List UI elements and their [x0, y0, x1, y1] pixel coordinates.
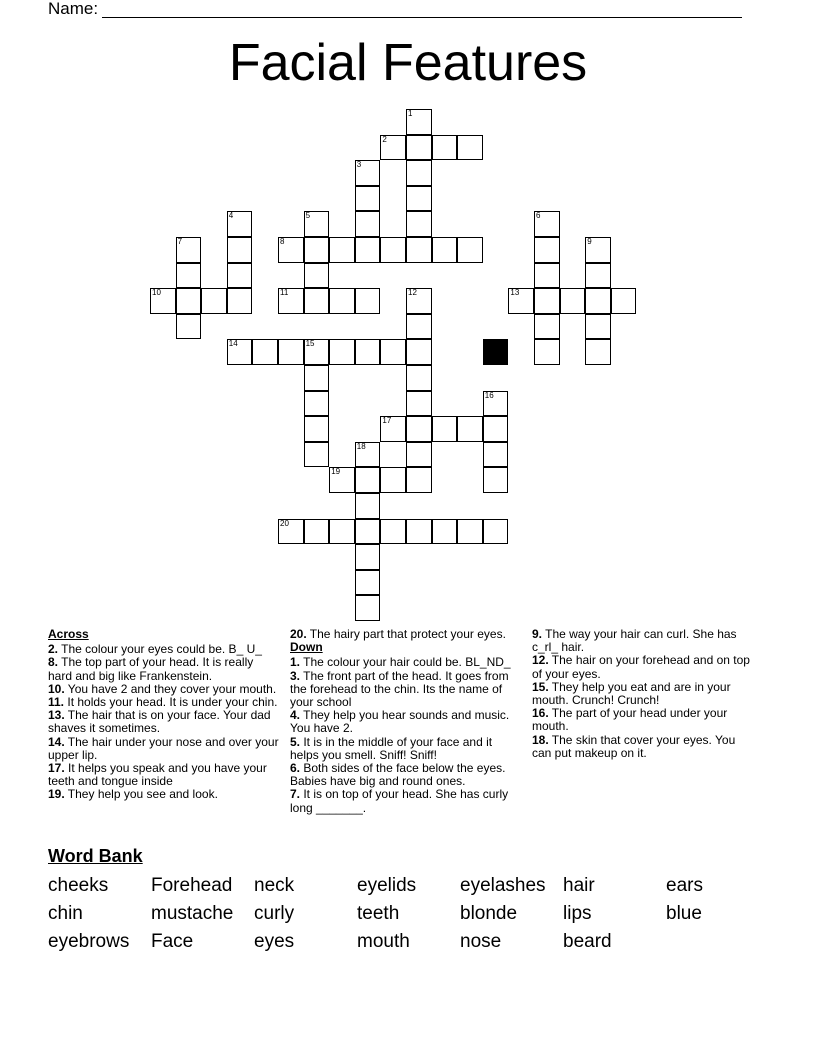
- word-bank-word: ears: [666, 875, 703, 896]
- word-bank-word: neck: [254, 875, 295, 896]
- across-clue: 19. They help you see and look.: [48, 787, 218, 802]
- grid-cell[interactable]: [150, 288, 176, 314]
- grid-cell[interactable]: [585, 263, 611, 289]
- clue-number: 4: [228, 211, 234, 221]
- clue-number: 12: [408, 288, 417, 298]
- grid-cell[interactable]: [380, 519, 406, 545]
- down-heading: Down: [290, 640, 323, 655]
- puzzle-title: Facial Features: [228, 34, 588, 92]
- down-clue: 6. Both sides of the face below the eyes. Babies have big and round ones.: [290, 761, 506, 789]
- grid-cell[interactable]: [585, 288, 611, 314]
- grid-cell[interactable]: [483, 442, 509, 468]
- grid-cell[interactable]: [304, 365, 330, 391]
- grid-cell[interactable]: [406, 442, 432, 468]
- clue-number: 7: [177, 237, 183, 246]
- grid-cell[interactable]: [457, 237, 483, 263]
- word-bank-word: lips: [563, 903, 592, 924]
- grid-cell[interactable]: [355, 442, 381, 468]
- clue-number: 10: [152, 288, 161, 298]
- grid-cell[interactable]: [355, 339, 381, 365]
- grid-cell[interactable]: [355, 211, 381, 237]
- down-clue: 15. They help you eat and are in your mouth. Crunch! Crunch!: [532, 679, 731, 708]
- grid-cell[interactable]: [201, 288, 227, 314]
- clue-number: 11: [280, 288, 289, 298]
- grid-cell[interactable]: [406, 237, 432, 263]
- word-bank-word: Face: [151, 931, 194, 952]
- grid-cell[interactable]: [176, 288, 202, 314]
- clue-number: 19: [331, 467, 341, 477]
- grid-cell[interactable]: [432, 416, 458, 442]
- grid-cell[interactable]: [304, 211, 330, 237]
- grid-cell[interactable]: [585, 339, 611, 365]
- grid-cell[interactable]: [406, 467, 432, 493]
- across-clue: 17. It helps you speak and you have your teeth and tongue inside: [48, 761, 267, 789]
- grid-cell[interactable]: [483, 416, 509, 442]
- down-clue: 12. The hair on your forehead and on top of your eyes.: [532, 653, 750, 681]
- grid-cell[interactable]: [304, 416, 330, 442]
- grid-cell[interactable]: [355, 186, 381, 212]
- grid-cell[interactable]: [406, 365, 432, 391]
- grid-cell[interactable]: [355, 544, 381, 570]
- grid-cell[interactable]: [432, 519, 458, 545]
- grid-cell[interactable]: [329, 288, 355, 314]
- clue-column-3: [532, 628, 754, 760]
- grid-cell[interactable]: [355, 237, 381, 263]
- grid-cell[interactable]: [355, 160, 381, 186]
- grid-cell[interactable]: [304, 237, 330, 263]
- word-bank-word: chin: [48, 903, 83, 924]
- across-clue: 2. The colour your eyes could be. B_ U_: [48, 642, 262, 657]
- word-bank-word: beard: [563, 931, 612, 952]
- grid-cell[interactable]: [406, 211, 432, 237]
- clue-number: 9: [587, 237, 592, 246]
- down-clue: 7. It is on top of your head. She has curly long _______.: [290, 787, 509, 815]
- grid-cell[interactable]: [457, 135, 483, 161]
- grid-cell[interactable]: [176, 237, 202, 263]
- grid-cell[interactable]: [406, 314, 432, 340]
- grid-cell[interactable]: [380, 416, 406, 442]
- grid-cell[interactable]: [380, 237, 406, 263]
- grid-cell[interactable]: [534, 263, 560, 289]
- clue-number: 17: [382, 416, 392, 426]
- grid-cell[interactable]: [176, 314, 202, 340]
- across-clue: 10. You have 2 and they cover your mouth.: [48, 681, 277, 696]
- down-clue: 18. The skin that cover your eyes. You can put makeup on it.: [532, 732, 736, 760]
- word-bank-title: Word Bank: [48, 846, 143, 866]
- clue-number: 14: [228, 339, 238, 349]
- down-clue: 9. The way your hair can curl. She has c_rl_ hair.: [532, 627, 737, 655]
- down-clue: 4. They help you hear sounds and music. You have 2.: [290, 708, 510, 736]
- name-field[interactable]: [48, 0, 742, 18]
- word-bank-word: eyelids: [357, 875, 417, 896]
- across-heading: Across: [48, 627, 89, 641]
- grid-cell[interactable]: [355, 467, 381, 493]
- clue-number: 13: [510, 288, 520, 298]
- grid-cell[interactable]: [432, 237, 458, 263]
- grid-cell[interactable]: [406, 160, 432, 186]
- grid-cell[interactable]: [227, 339, 253, 365]
- grid-cell[interactable]: [227, 263, 253, 289]
- across-clue: 8. The top part of your head. It is really hard and big like Frankenstein.: [48, 655, 254, 683]
- black-cell: [483, 339, 509, 365]
- name-underline[interactable]: [102, 3, 742, 18]
- grid-cell[interactable]: [304, 391, 330, 417]
- grid-cell[interactable]: [355, 570, 381, 596]
- grid-cell[interactable]: [278, 339, 304, 365]
- grid-cell[interactable]: [585, 314, 611, 340]
- grid-cell[interactable]: [380, 467, 406, 493]
- grid-cell[interactable]: [432, 135, 458, 161]
- grid-cell[interactable]: [585, 237, 611, 263]
- across-clue: 14. The hair under your nose and over your upper lip.: [48, 734, 279, 762]
- grid-cell[interactable]: [534, 339, 560, 365]
- grid-cell[interactable]: [304, 519, 330, 545]
- grid-cell[interactable]: [534, 314, 560, 340]
- word-bank-word: Forehead: [151, 875, 233, 896]
- grid-cell[interactable]: [406, 135, 432, 161]
- grid-cell[interactable]: [406, 391, 432, 417]
- word-bank-word: curly: [254, 903, 295, 924]
- grid-cell[interactable]: [508, 288, 534, 314]
- grid-cell[interactable]: [355, 493, 381, 519]
- grid-cell[interactable]: [534, 237, 560, 263]
- grid-cell[interactable]: [329, 237, 355, 263]
- clue-number: 16: [484, 390, 494, 400]
- grid-cell[interactable]: [329, 519, 355, 545]
- grid-cell[interactable]: [534, 211, 560, 237]
- grid-cell[interactable]: [560, 288, 586, 314]
- grid-cell[interactable]: [406, 109, 432, 135]
- down-clue: 1. The colour your hair could be. BL_ND_: [290, 655, 511, 670]
- grid-cell[interactable]: [329, 467, 355, 493]
- grid-cell[interactable]: [406, 288, 432, 314]
- clue-column-1: [48, 628, 280, 802]
- clue-number: 6: [536, 211, 541, 221]
- grid-cell[interactable]: [483, 519, 509, 545]
- grid-cell[interactable]: [252, 339, 278, 365]
- word-bank-word: nose: [460, 931, 502, 952]
- grid-cell[interactable]: [355, 519, 381, 545]
- grid-cell[interactable]: [227, 211, 253, 237]
- word-bank-word: hair: [563, 875, 595, 896]
- clue-number: 8: [280, 237, 285, 246]
- grid-cell[interactable]: [483, 391, 509, 417]
- grid-cell[interactable]: [534, 288, 560, 314]
- word-bank-word: cheeks: [48, 875, 109, 896]
- word-bank-word: blonde: [460, 903, 518, 924]
- grid-cell[interactable]: [406, 416, 432, 442]
- grid-cell[interactable]: [380, 339, 406, 365]
- grid-cell[interactable]: [278, 237, 304, 263]
- clue-number: 15: [305, 339, 315, 349]
- word-bank-word: eyelashes: [460, 875, 546, 896]
- grid-cell[interactable]: [304, 339, 330, 365]
- grid-cell[interactable]: [611, 288, 637, 314]
- grid-cell[interactable]: [227, 288, 253, 314]
- grid-cell[interactable]: [457, 416, 483, 442]
- grid-cell[interactable]: [304, 263, 330, 289]
- clue-column-2: [290, 628, 522, 815]
- grid-cell[interactable]: [227, 237, 253, 263]
- grid-cell[interactable]: [278, 288, 304, 314]
- across-clue: 13. The hair that is on your face. Your dad shaves it sometimes.: [48, 708, 271, 736]
- word-bank-word: eyebrows: [48, 931, 130, 952]
- grid-cell[interactable]: [483, 467, 509, 493]
- clue-number: 18: [356, 441, 366, 451]
- clue-number: 3: [356, 160, 362, 170]
- grid-cell[interactable]: [355, 288, 381, 314]
- grid-cell[interactable]: [304, 288, 330, 314]
- clue-number: 20: [280, 518, 289, 528]
- word-bank-word: eyes: [254, 931, 295, 952]
- clue-number: 5: [305, 211, 311, 221]
- word-bank-word: teeth: [357, 903, 400, 924]
- grid-cell[interactable]: [457, 519, 483, 545]
- word-bank-word: blue: [666, 903, 702, 924]
- grid-cell[interactable]: [406, 339, 432, 365]
- down-clue: 16. The part of your head under your mouth.: [532, 706, 728, 734]
- word-bank-word: mouth: [357, 931, 410, 952]
- grid-cell[interactable]: [380, 135, 406, 161]
- grid-cell[interactable]: [355, 595, 381, 621]
- across-clue: 11. It holds your head. It is under your chin.: [48, 695, 278, 710]
- name-label: Name:: [48, 0, 99, 18]
- grid-cell[interactable]: [329, 339, 355, 365]
- grid-cell[interactable]: [304, 442, 330, 468]
- grid-cell[interactable]: [406, 186, 432, 212]
- grid-cell[interactable]: [406, 519, 432, 545]
- clue-number: 1: [408, 109, 413, 118]
- down-clue: 5. It is in the middle of your face and it helps you smell. Sniff! Sniff!: [290, 734, 493, 762]
- grid-cell[interactable]: [176, 263, 202, 289]
- down-clue: 3. The front part of the head. It goes from the forehead to the chin. Its the name of your school: [290, 668, 509, 710]
- word-bank-word: mustache: [151, 903, 234, 924]
- grid-cell[interactable]: [278, 519, 304, 545]
- clue-number: 2: [382, 134, 387, 144]
- across-clue: 20. The hairy part that protect your eyes.: [290, 627, 506, 641]
